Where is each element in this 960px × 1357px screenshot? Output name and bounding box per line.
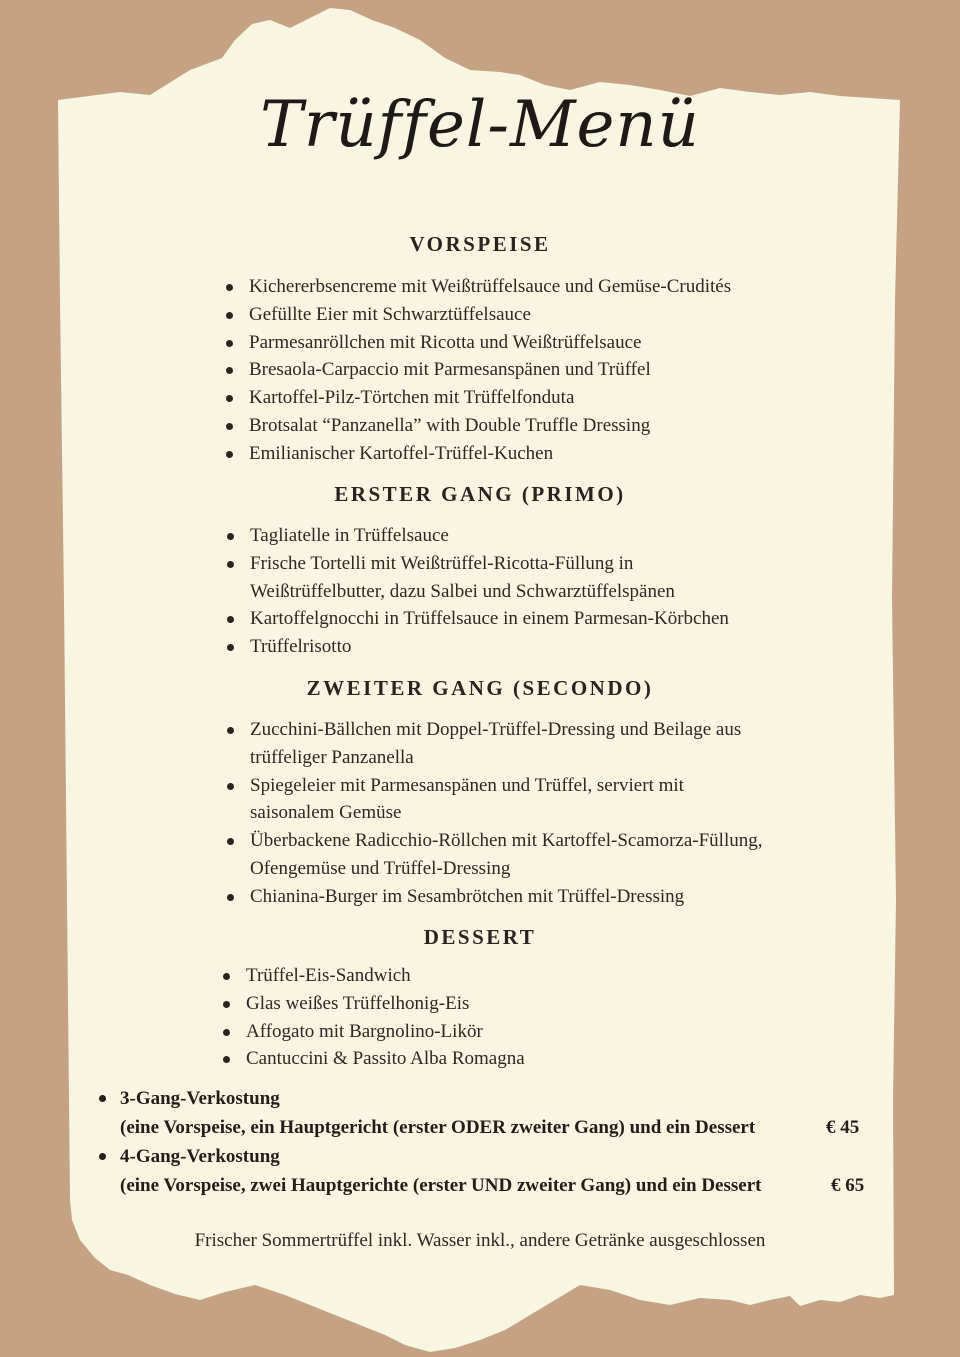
section-heading-secondo: ZWEITER GANG (SECONDO): [306, 676, 654, 700]
item-line: Frische Tortelli mit Weißtrüffel-Ricotta-Füllung in: [250, 552, 634, 574]
item-line: Zucchini-Bällchen mit Doppel-Trüffel-Dressing und Beilage aus: [250, 719, 742, 740]
item-line: Trüffelrisotto: [250, 636, 352, 658]
section-heading-primo: ERSTER GANG (PRIMO): [334, 482, 626, 506]
list-item: Kartoffel-Pilz-Törtchen mit Trüffelfonduta: [224, 384, 731, 412]
list-item: Affogato mit Bargnolino-Likör: [221, 1018, 525, 1046]
list-item: Trüffel-Eis-Sandwich: [221, 962, 525, 990]
bullet-icon: [99, 1095, 106, 1102]
section-heading-vorspeise: VORSPEISE: [409, 232, 551, 256]
list-item: [225, 605, 729, 633]
item-line: Überbackene Radicchio-Röllchen mit Kartoffel-Scamorza-Füllung,: [250, 830, 763, 852]
dessert-list: [221, 962, 525, 1073]
section-heading-dessert: DESSERT: [423, 925, 537, 949]
tasting-name: 3-Gang-Verkostung: [120, 1088, 280, 1109]
item-line: saisonalem Gemüse: [250, 802, 402, 824]
tasting-description: (eine Vorspeise, ein Hauptgericht (erster ODER zweiter Gang) und ein Dessert: [120, 1117, 756, 1138]
tasting-price: € 45: [826, 1117, 860, 1138]
item-line: Tagliatelle in Trüffelsauce: [250, 525, 449, 546]
list-item: Brotsalat “Panzanella” with Double Truffle Dressing: [224, 412, 731, 440]
bullet-icon: [99, 1153, 106, 1160]
list-item: Parmesanröllchen mit Ricotta und Weißtrüffelsauce: [224, 329, 731, 357]
list-item: Bresaola-Carpaccio mit Parmesanspänen und Trüffel: [224, 356, 731, 384]
list-item: [225, 772, 762, 828]
list-item: [225, 883, 762, 911]
menu-title: Trüffel-Menü: [260, 88, 700, 162]
list-item: Emilianischer Kartoffel-Trüffel-Kuchen: [224, 440, 731, 468]
item-line: trüffeliger Panzanella: [250, 746, 414, 768]
list-item: [225, 827, 762, 883]
tasting-price: € 65: [831, 1175, 865, 1196]
list-item: [225, 716, 762, 772]
list-item: Gefüllte Eier mit Schwarztüffelsauce: [224, 301, 731, 329]
item-line: Weißtrüffelbutter, dazu Salbei und Schwarztüffelspänen: [250, 580, 675, 602]
tasting-description: (eine Vorspeise, zwei Hauptgerichte (erster UND zweiter Gang) und ein Dessert: [120, 1175, 762, 1196]
list-item: [225, 522, 729, 550]
list-item: Glas weißes Trüffelhonig-Eis: [221, 990, 525, 1018]
list-item: Cantuccini & Passito Alba Romagna: [221, 1045, 525, 1073]
secondo-list: [225, 716, 762, 911]
list-item: [225, 550, 729, 606]
tasting-name: 4-Gang-Verkostung: [120, 1146, 280, 1167]
item-line: Kartoffelgnocchi in Trüffelsauce in einem Parmesan-Körbchen: [250, 608, 729, 630]
item-line: Ofengemüse und Trüffel-Dressing: [250, 857, 511, 879]
item-line: Chianina-Burger im Sesambrötchen mit Trüffel-Dressing: [250, 885, 685, 907]
item-line: Spiegeleier mit Parmesanspänen und Trüffel, serviert mit: [250, 774, 684, 796]
footer-note: Frischer Sommertrüffel inkl. Wasser inkl., andere Getränke ausgeschlossen: [194, 1230, 766, 1251]
list-item: [225, 633, 729, 661]
vorspeise-list: [224, 273, 731, 468]
primo-list: [225, 522, 729, 661]
list-item: Kichererbsencreme mit Weißtrüffelsauce und Gemüse-Crudités: [224, 273, 731, 301]
